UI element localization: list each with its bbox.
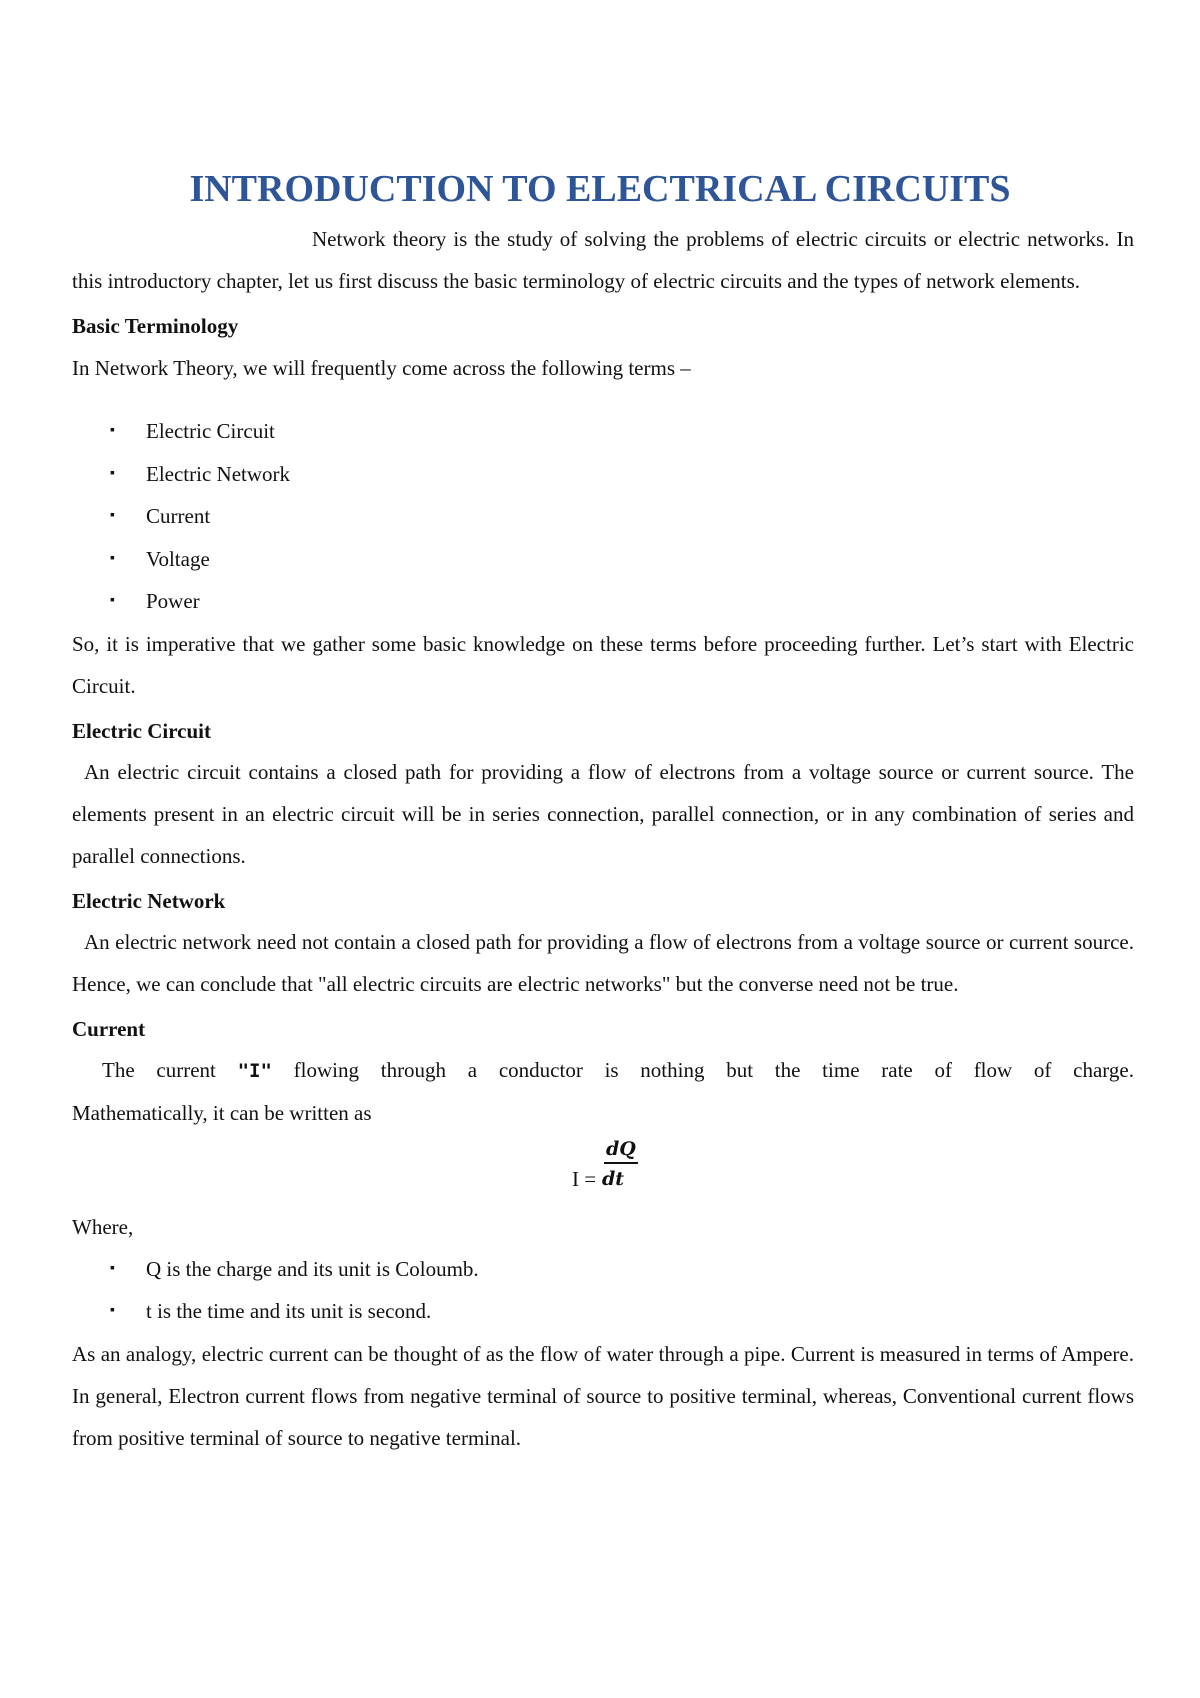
formula-denominator: dt (602, 1167, 625, 1190)
current-symbol: "I" (237, 1059, 272, 1082)
terminology-list (72, 410, 1134, 623)
document-body (72, 218, 1134, 1459)
current-formula (72, 1134, 1134, 1206)
current-text-post: flowing through a conductor is nothing but the time rate of flow of charge. (271, 1057, 1134, 1082)
list-item-label: Current (146, 504, 211, 528)
current-analogy-paragraph: As an analogy, electric current can be thought of as the flow of water through a pipe. Current is measured in terms of Ampere. In general, Electron current flows from negative terminal of source to positive terminal, whereas, Conventional current flows from positive terminal of source to negative terminal. (72, 1341, 1134, 1450)
electric-circuit-paragraph: An electric circuit contains a closed path for providing a flow of electrons from a voltage source or current source. The elements present in an electric circuit will be in series connection, parallel connection, or in any combination of series and parallel connections. (72, 759, 1134, 868)
terminology-lead: In Network Theory, we will frequently come across the following terms – (72, 356, 691, 380)
list-item (72, 580, 1134, 623)
list-item (72, 453, 1134, 496)
bullet-icon: ▪ (110, 593, 115, 608)
bullet-icon: ▪ (110, 550, 115, 566)
definition-list (72, 1248, 1134, 1333)
bullet-icon: ▪ (110, 465, 115, 481)
intro-paragraph: Network theory is the study of solving the problems of electric circuits or electric networks. In this introductory chapter, let us first discuss the basic terminology of electric circuits and the types of network elements. (72, 227, 1134, 293)
formula-lhs: I = (572, 1166, 597, 1191)
list-item-label: Electric Network (146, 461, 291, 486)
list-item (72, 1248, 1134, 1291)
current-math-intro: Mathematically, it can be written as (72, 1100, 372, 1125)
where-label: Where, (72, 1214, 134, 1239)
current-definition-line (72, 1049, 1134, 1092)
list-item-label: t is the time and its unit is second. (146, 1299, 432, 1323)
terminology-closing: So, it is imperative that we gather some basic knowledge on these terms before proceeding further. Let’s start with Electric Circuit. (72, 631, 1134, 698)
list-item-label: Power (146, 589, 200, 613)
bullet-icon: ▪ (110, 508, 115, 523)
bullet-icon: ▪ (110, 423, 115, 438)
heading-basic-terminology: Basic Terminology (72, 314, 239, 338)
formula-numerator: dQ (604, 1138, 638, 1164)
list-item (72, 538, 1134, 581)
heading-electric-network: Electric Network (72, 888, 226, 913)
document-title: INTRODUCTION TO ELECTRICAL CIRCUITS (189, 168, 1011, 210)
heading-electric-circuit: Electric Circuit (72, 718, 211, 743)
electric-network-paragraph: An electric network need not contain a closed path for providing a flow of electrons from a voltage source or current source. Hence, we can conclude that "all electric circuits are electric networks" but the converse need not be true. (72, 929, 1134, 996)
list-item-label: Voltage (146, 546, 210, 571)
list-item-label: Electric Circuit (146, 419, 275, 443)
list-item (72, 410, 1134, 453)
bullet-icon: ▪ (110, 1260, 115, 1276)
list-item (72, 1290, 1134, 1333)
bullet-icon: ▪ (110, 1303, 115, 1318)
current-text-pre: The current (102, 1057, 238, 1082)
list-item-label: Q is the charge and its unit is Coloumb. (146, 1256, 479, 1281)
list-item (72, 495, 1134, 538)
heading-current: Current (72, 1016, 146, 1041)
